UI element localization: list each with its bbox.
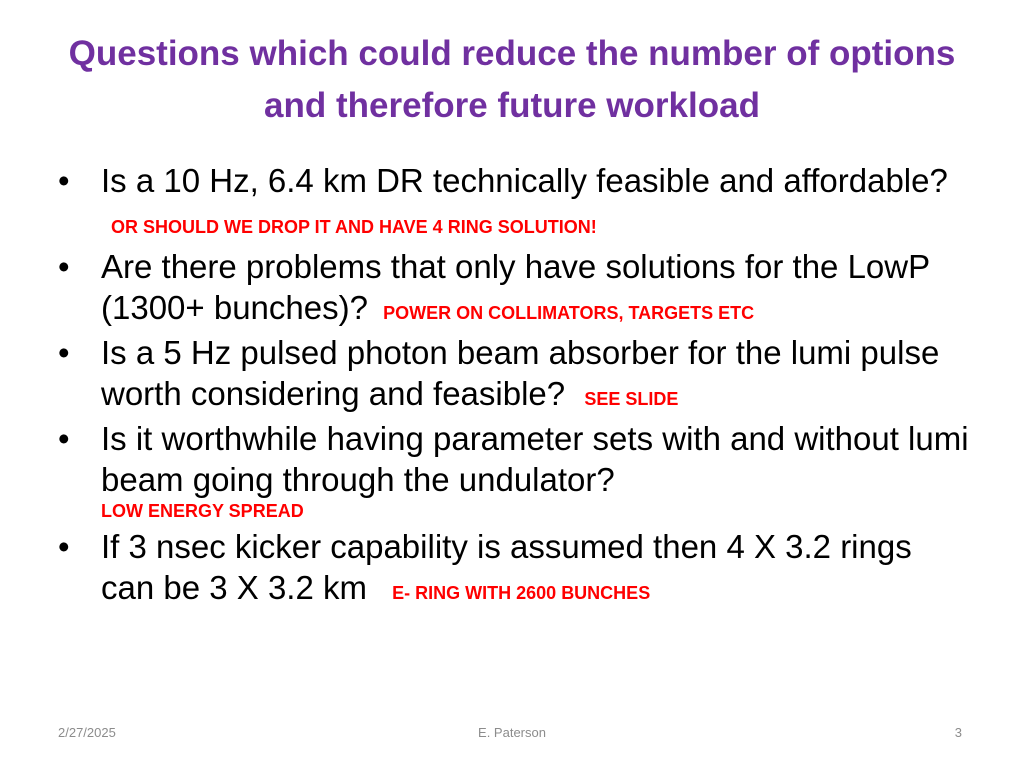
bullet-item	[54, 332, 974, 414]
bullet-note: LOW ENERGY SPREAD	[101, 501, 304, 521]
bullet-list	[54, 160, 974, 612]
bullet-text: If 3 nsec kicker capability is assumed then 4 X 3.2 rings can be 3 X 3.2 km	[101, 528, 912, 606]
bullet-item	[54, 246, 974, 328]
bullet-note: SEE SLIDE	[584, 389, 679, 409]
bullet-text: Is a 10 Hz, 6.4 km DR technically feasible and affordable?	[101, 162, 948, 199]
bullet-dot-icon: •	[58, 528, 70, 565]
bullet-text: Is it worthwhile having parameter sets with and without lumi beam going through the undulator?	[101, 420, 969, 498]
bullet-dot-icon: •	[58, 420, 70, 457]
bullet-text: Are there problems that only have solutions for the LowP (1300+ bunches)?	[101, 248, 930, 326]
footer-author: E. Paterson	[478, 725, 546, 740]
bullet-dot-icon: •	[58, 162, 70, 199]
bullet-dot-icon: •	[58, 248, 70, 285]
bullet-note: POWER ON COLLIMATORS, TARGETS ETC	[383, 303, 755, 323]
bullet-text: Is a 5 Hz pulsed photon beam absorber for the lumi pulse worth considering and feasible?	[101, 334, 940, 412]
bullet-note: E- RING WITH 2600 BUNCHES	[392, 583, 651, 603]
bullet-item	[54, 160, 974, 242]
footer-page-number: 3	[954, 725, 962, 740]
bullet-note: OR SHOULD WE DROP IT AND HAVE 4 RING SOLUTION!	[111, 217, 597, 237]
slide-title: Questions which could reduce the number of options and therefore future workload	[68, 34, 956, 125]
footer-date: 2/27/2025	[58, 725, 116, 740]
bullet-item	[54, 526, 974, 608]
bullet-item	[54, 418, 974, 522]
bullet-dot-icon: •	[58, 334, 70, 371]
